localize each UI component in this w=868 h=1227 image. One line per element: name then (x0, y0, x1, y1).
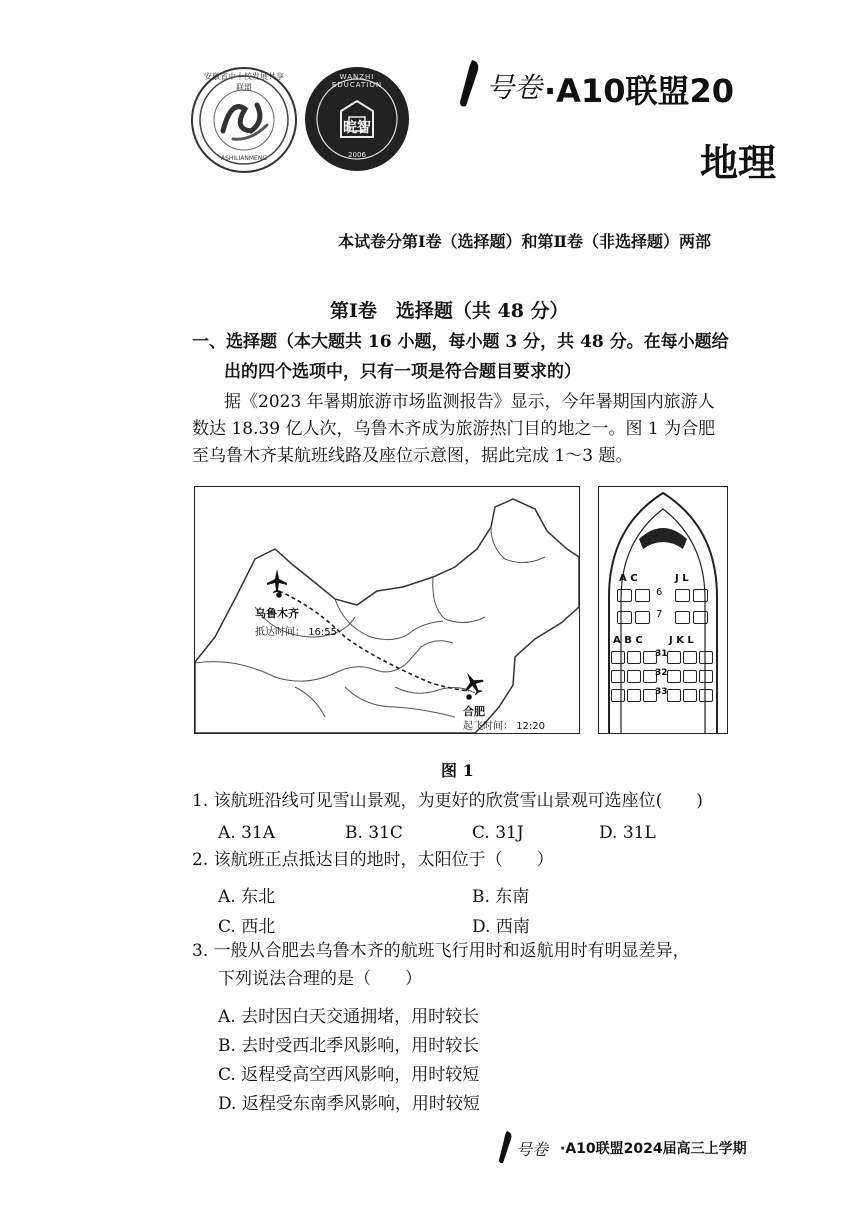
seat[interactable] (627, 651, 641, 664)
row-number: 33 (655, 687, 668, 697)
alliance-logo (191, 67, 297, 173)
q3-option-d[interactable]: D. 返程受东南季风影响，用时较短 (218, 1094, 480, 1114)
instruction-line-2: 出的四个选项中，只有一项是符合题目要求的） (224, 362, 581, 382)
q3-option-b[interactable]: B. 去时受西北季风影响，用时较长 (218, 1036, 480, 1056)
seat[interactable] (627, 670, 641, 683)
brush-mark-icon (452, 58, 486, 108)
alliance-logo-text-bottom: ASHILIANMENG (220, 155, 267, 162)
header-title: ·A10联盟20 (544, 72, 734, 110)
arrival-time: 16:55 (308, 627, 338, 638)
seat[interactable] (611, 670, 625, 683)
subject-title: 地理 (700, 141, 777, 185)
brand-script: 号卷 (486, 71, 543, 104)
q3-option-c[interactable]: C. 返程受高空西风影响，用时较短 (218, 1065, 480, 1085)
q1-option-a[interactable]: A. 31A (218, 823, 275, 843)
plane-icon-hefei (458, 668, 487, 699)
front-left-letters: A C (619, 573, 638, 584)
seat-diagram (598, 486, 728, 734)
seat[interactable] (675, 611, 690, 624)
rear-right-letters: J K L (669, 635, 694, 646)
seat[interactable] (675, 589, 690, 602)
departure-label: 起飞时间： (463, 721, 513, 732)
seat[interactable] (635, 589, 650, 602)
seat[interactable] (693, 589, 708, 602)
footer-brand-script: 号卷 (516, 1140, 549, 1159)
question-3-stem-line-2: 下列说法合理的是（ ） (218, 969, 422, 989)
row-number: 6 (656, 587, 663, 598)
front-right-letters: J L (675, 573, 689, 584)
seat[interactable] (617, 589, 632, 602)
seat[interactable] (683, 651, 697, 664)
passage-line-3: 至乌鲁木齐某航班线路及座位示意图，据此完成 1～3 题。 (192, 446, 633, 466)
route-map (194, 486, 580, 734)
rear-row-left (611, 687, 659, 706)
departure-time-block (463, 717, 545, 732)
front-row-7-right (675, 609, 708, 628)
q2-option-c[interactable]: C. 西北 (218, 917, 276, 937)
rear-row-right (667, 687, 715, 706)
alliance-logo-text-top: 安徽省中十校发展共享联盟 (204, 72, 284, 92)
seat[interactable] (699, 689, 713, 702)
footer-brush-mark-icon (494, 1130, 516, 1164)
footer-text: ·A10联盟2024届高三上学期 (560, 1141, 747, 1157)
passage-line-2: 数达 18.39 亿人次，乌鲁木齐成为旅游热门目的地之一。图 1 为合肥 (192, 419, 716, 439)
rear-row-left (611, 668, 659, 687)
q1-option-d[interactable]: D. 31L (599, 823, 656, 843)
figure-caption: 图 1 (441, 761, 474, 780)
route-map-graphic (195, 487, 579, 733)
front-row-7 (617, 609, 650, 628)
seat[interactable] (699, 651, 713, 664)
seat[interactable] (683, 670, 697, 683)
dest-city-label: 乌鲁木齐 (255, 607, 299, 620)
front-row-6-right (675, 587, 708, 606)
q1-option-b[interactable]: B. 31C (345, 823, 403, 843)
front-row-6 (617, 587, 650, 606)
seat[interactable] (611, 651, 625, 664)
seat[interactable] (693, 611, 708, 624)
rear-left-letters: A B C (613, 635, 643, 646)
origin-city-label: 合肥 (463, 705, 485, 718)
wanzhi-logo-text-top: WANZHI EDUCATION (331, 73, 383, 89)
row-number: 7 (656, 609, 663, 620)
departure-time: 12:20 (516, 721, 546, 732)
arrival-time-block (255, 623, 337, 638)
passage-line-1: 据《2023 年暑期旅游市场监测报告》显示，今年暑期国内旅游人 (224, 392, 715, 412)
q3-option-a[interactable]: A. 去时因白天交通拥堵，用时较长 (218, 1007, 480, 1027)
seat[interactable] (667, 651, 681, 664)
instruction-line-1: 一、选择题（本大题共 16 小题，每小题 3 分，共 48 分。在每小题给 (192, 332, 729, 352)
question-3-stem-line-1: 3. 一般从合肥去乌鲁木齐的航班飞行用时和返航用时有明显差异， (192, 941, 690, 961)
q2-option-b[interactable]: B. 东南 (472, 887, 530, 907)
seat[interactable] (617, 611, 632, 624)
question-2-stem: 2. 该航班正点抵达目的地时，太阳位于（ ） (192, 850, 554, 870)
seat[interactable] (667, 689, 681, 702)
q2-option-a[interactable]: A. 东北 (218, 887, 276, 907)
section-title: 第Ⅰ卷 选择题（共 48 分） (330, 300, 569, 322)
seat[interactable] (699, 670, 713, 683)
seat[interactable] (611, 689, 625, 702)
intro-text: 本试卷分第Ⅰ卷（选择题）和第Ⅱ卷（非选择题）两部 (338, 232, 711, 251)
q1-option-c[interactable]: C. 31J (472, 823, 524, 843)
seat[interactable] (683, 689, 697, 702)
plane-icon-urumqi (267, 569, 287, 593)
q2-option-d[interactable]: D. 西南 (472, 917, 530, 937)
arrival-label: 抵达时间： (255, 627, 305, 638)
wanzhi-logo-year: 2006 (348, 151, 366, 159)
seat[interactable] (667, 670, 681, 683)
wanzhi-logo (305, 67, 409, 171)
question-1-stem: 1. 该航班沿线可见雪山景观，为更好的欣赏雪山景观可选座位( ) (192, 791, 703, 811)
wanzhi-logo-char: 晥智 (343, 120, 371, 136)
rear-row-right (667, 668, 715, 687)
rear-row-right (667, 649, 715, 668)
row-number: 31 (655, 649, 668, 659)
row-number: 32 (655, 668, 668, 678)
seat[interactable] (635, 611, 650, 624)
seat[interactable] (627, 689, 641, 702)
rear-row-left (611, 649, 659, 668)
